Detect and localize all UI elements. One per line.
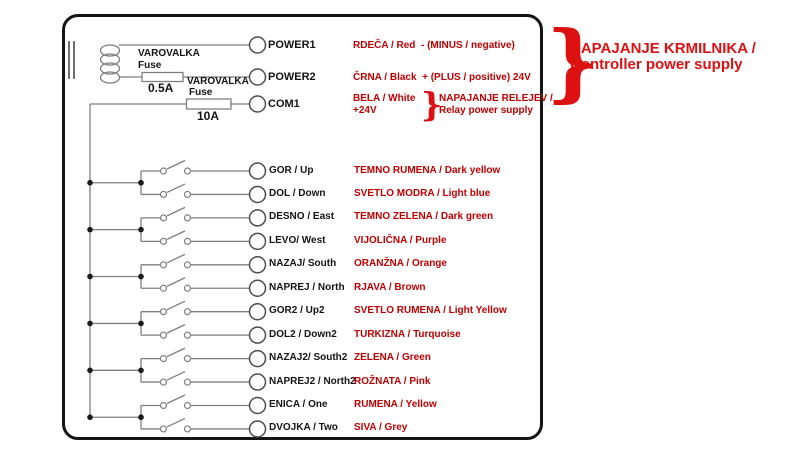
fuse2-name-label: VAROVALKA [187, 76, 249, 87]
wire-color-label: TEMNO RUMENA / Dark yellow [354, 164, 501, 176]
terminal-label: ENICA / One [269, 399, 328, 410]
title-line1: NAPAJANJE KRMILNIKA / [570, 40, 756, 57]
terminal-label-power1: POWER1 [268, 39, 316, 51]
wire-color-label-power2: ČRNA / Black + (PLUS / positive) 24V [353, 72, 531, 83]
fuse1-name-label: VAROVALKA [138, 48, 200, 59]
wire-color-label: VIJOLIČNA / Purple [354, 234, 447, 246]
terminal-label-com1: COM1 [268, 98, 300, 110]
wire-color-label: ORANŽNA / Orange [354, 258, 447, 270]
wire-color-label: ROŽNATA / Pink [354, 375, 431, 387]
wire-color-label: ZELENA / Green [354, 352, 431, 364]
relay-note-line1: NAPAJANJE RELEJEV / [439, 93, 553, 104]
wire-color-label-power1: RDEČA / Red - (MINUS / negative) [353, 40, 515, 51]
fuse1-rating-label: 0.5A [148, 81, 174, 95]
terminal-label: DOL / Down [269, 187, 326, 199]
terminal-label: DESNO / East [269, 211, 335, 223]
fuse1-name-en-label: Fuse [138, 60, 162, 71]
terminal-label: NAZAJ2/ South2 [269, 352, 348, 364]
wire-color-label: TEMNO ZELENA / Dark green [354, 211, 494, 223]
terminal-label: NAZAJ/ South [269, 258, 337, 270]
wire-color-label: RJAVA / Brown [354, 281, 426, 293]
terminal-label-power2: POWER2 [268, 71, 316, 83]
terminal-label: LEVO/ West [269, 234, 326, 246]
terminal-label: NAPREJ / North [269, 281, 345, 293]
fuse2-name-en-label: Fuse [189, 87, 213, 98]
relay-note-line2: Relay power supply [439, 105, 533, 116]
wire-color-label-com1-line1: BELA / White [353, 93, 416, 104]
wire-color-label: SVETLO RUMENA / Light Yellow [354, 305, 507, 317]
title-line2: Controller power supply [570, 56, 743, 73]
terminal-label: GOR / Up [269, 164, 314, 176]
brace-icon-relay: } [421, 85, 443, 124]
wire-color-label: RUMENA / Yellow [354, 399, 437, 410]
wire-color-label: SVETLO MODRA / Light blue [354, 187, 491, 199]
wire-color-label: TURKIZNA / Turquoise [354, 328, 461, 340]
fuse2-rating-label: 10A [197, 109, 220, 123]
wire-color-label: SIVA / Grey [354, 422, 408, 434]
terminal-label: DVOJKA / Two [269, 422, 338, 434]
wire-color-label-com1-line2: +24V [353, 105, 377, 116]
terminal-label: GOR2 / Up2 [269, 305, 325, 317]
terminal-label: DOL2 / Down2 [269, 328, 337, 340]
brace-icon-title: } [546, 12, 601, 111]
terminal-label: NAPREJ2 / North2 [269, 375, 356, 387]
